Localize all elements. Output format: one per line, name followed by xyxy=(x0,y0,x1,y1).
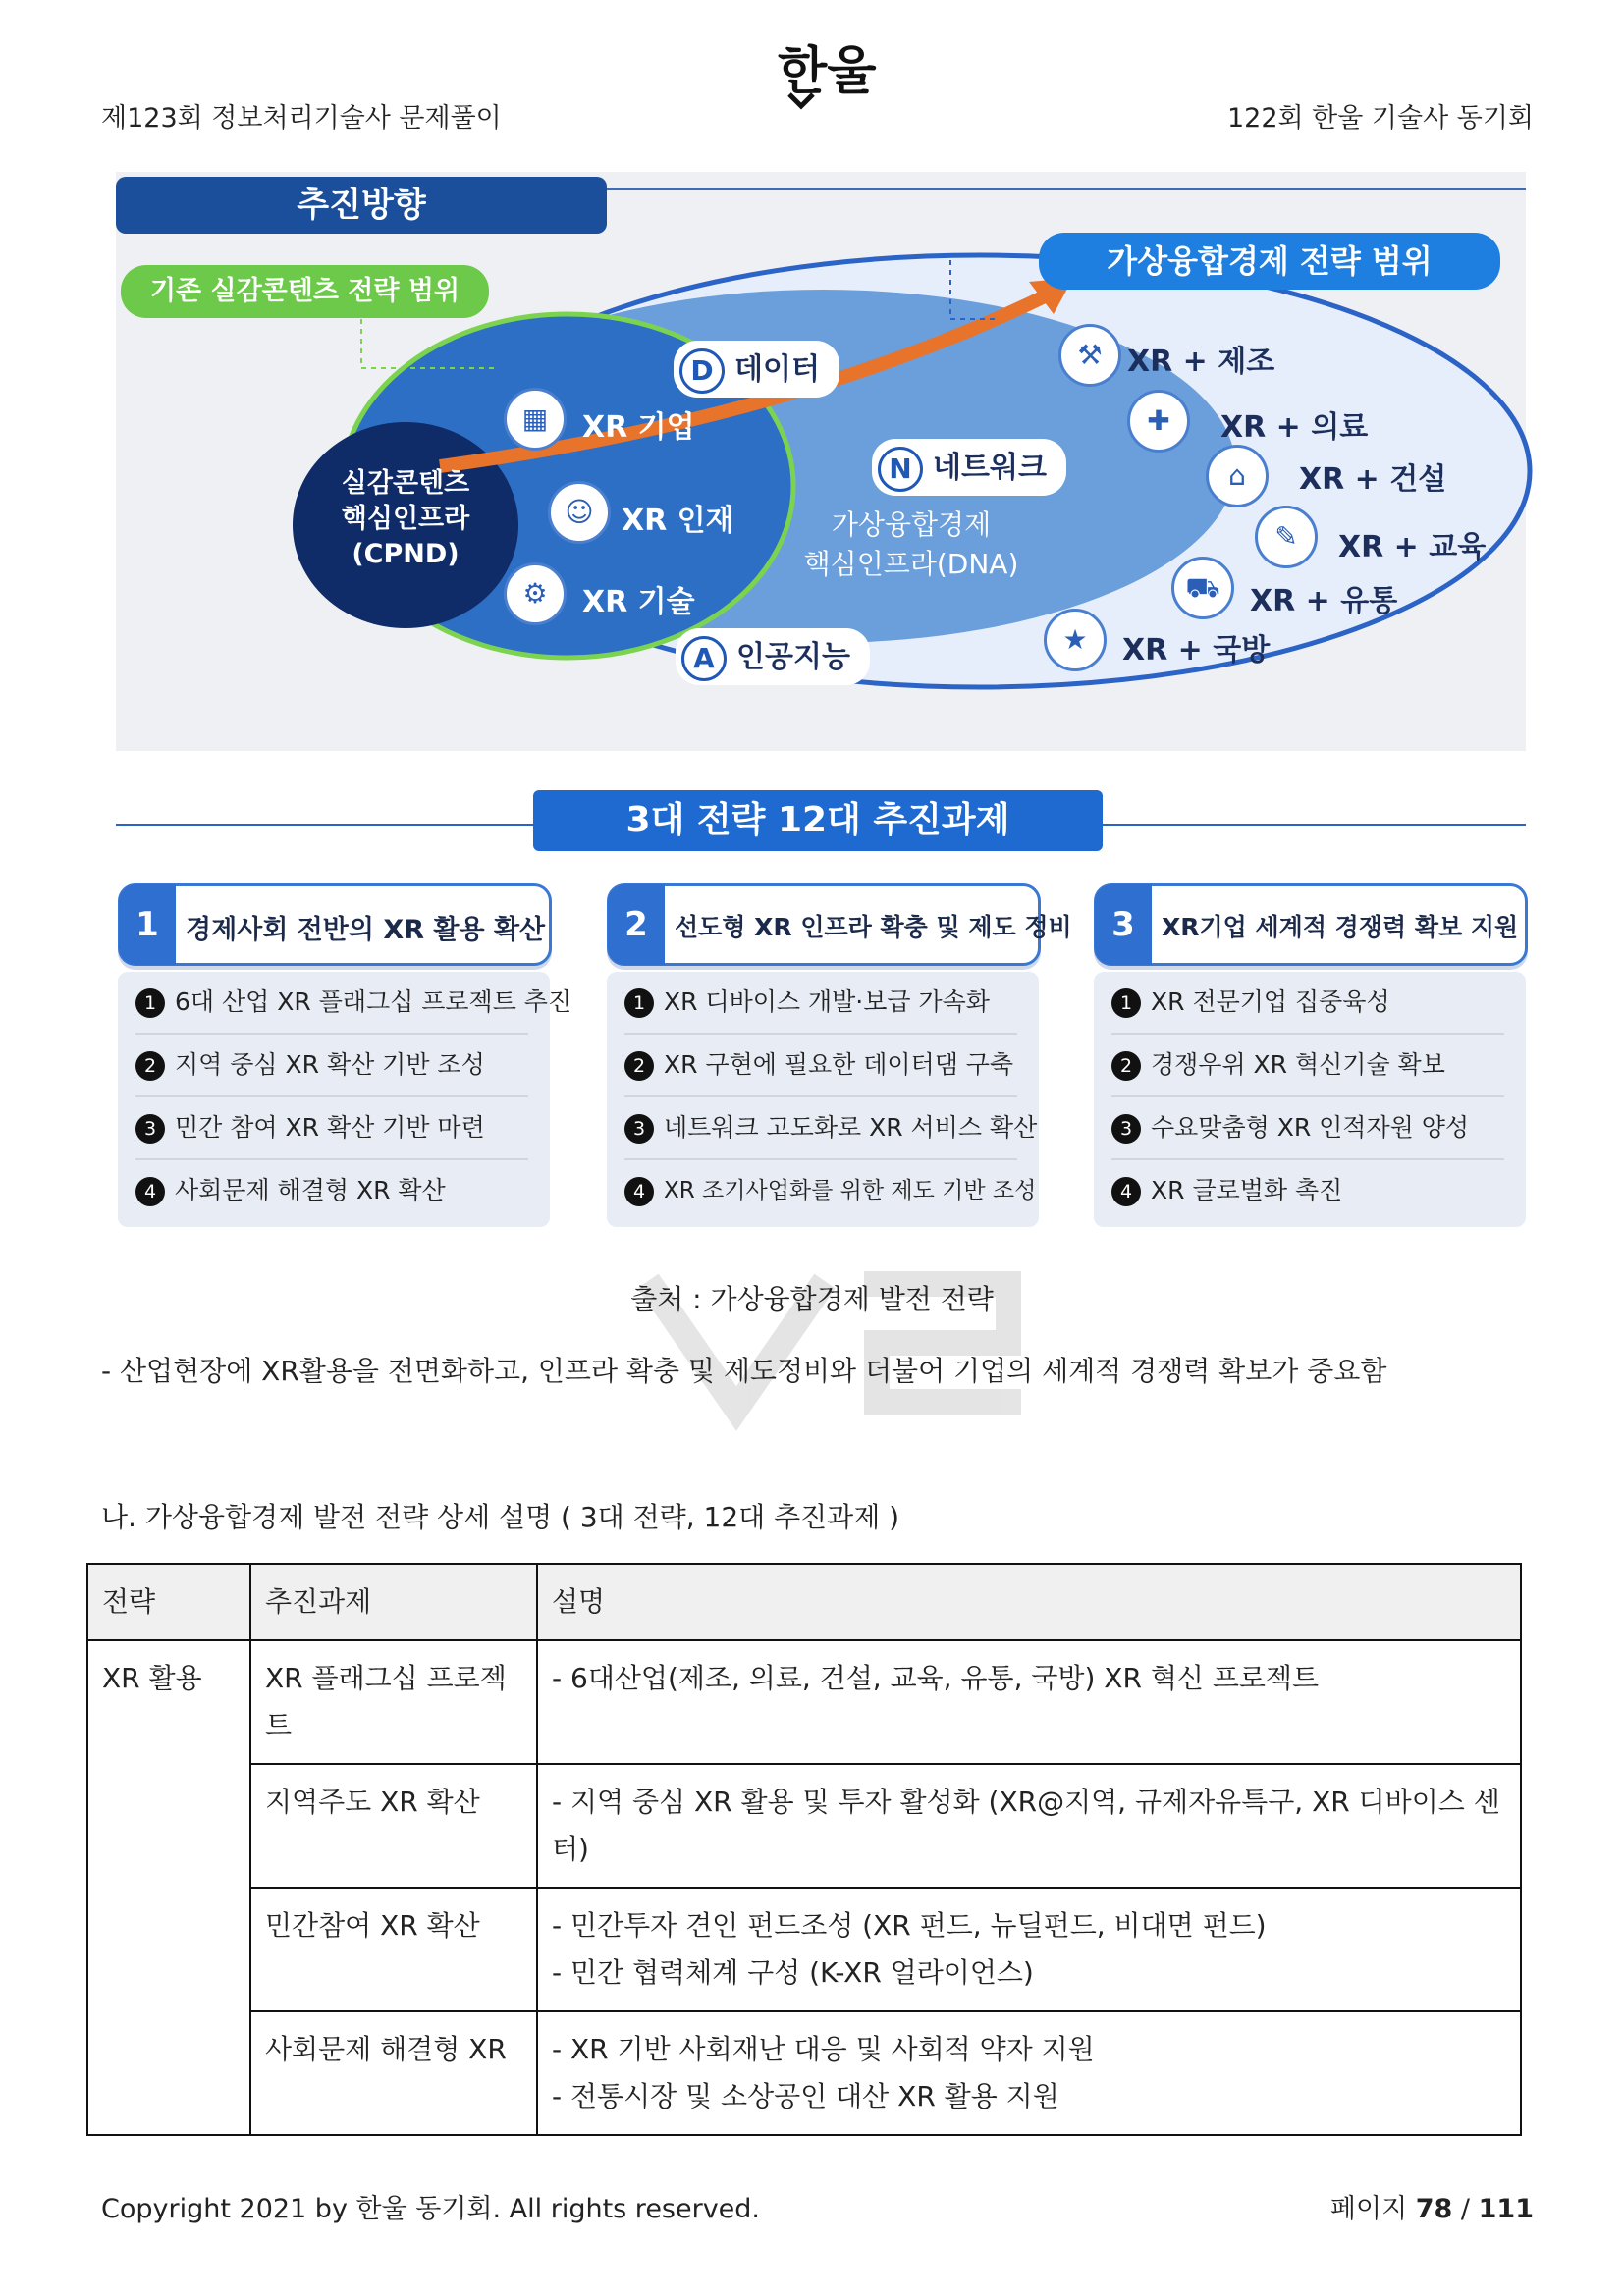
dna-data-label xyxy=(674,341,839,398)
new-scope-pill: 가상융합경제 전략 범위 xyxy=(1039,233,1500,290)
item-text: 6대 산업 XR 플래그십 프로젝트 추진 xyxy=(175,988,572,1016)
item-text: 사회문제 해결형 XR 확산 xyxy=(175,1176,446,1204)
list-item xyxy=(135,1160,528,1221)
item-number: 4 xyxy=(624,1177,654,1206)
hanul-logo xyxy=(770,27,877,126)
description-line: - 민간투자 견인 펀드조성 (XR 펀드, 뉴딜펀드, 비대면 펀드) xyxy=(552,1909,1267,1942)
xr-talent-label: XR 인재 xyxy=(622,504,734,538)
xr-education: XR + 교육 xyxy=(1338,530,1487,564)
construction-icon: ⌂ xyxy=(1206,445,1269,507)
item-text: 수요맞춤형 XR 인적자원 양성 xyxy=(1151,1113,1469,1142)
defense-icon: ★ xyxy=(1044,609,1107,671)
item-number: 3 xyxy=(624,1114,654,1144)
list-item xyxy=(135,1035,528,1097)
description-line: - 6대산업(제조, 의료, 건설, 교육, 유통, 국방) XR 혁신 프로젝트 xyxy=(552,1662,1320,1694)
description-cell xyxy=(537,2011,1521,2135)
list-item xyxy=(1111,972,1504,1035)
item-number: 2 xyxy=(135,1051,165,1081)
table-row xyxy=(87,1640,1521,1764)
item-text: 민간 참여 XR 확산 기반 마련 xyxy=(175,1113,485,1142)
cpnd-line-2: 핵심인프라 xyxy=(341,504,470,534)
section-heading: 나. 가상융합경제 발전 전략 상세 설명 ( 3대 전략, 12대 추진과제 ) xyxy=(101,1501,900,1533)
xr-talent-icon: ☺ xyxy=(548,481,611,544)
strategy-column-3 xyxy=(1094,883,1526,1227)
header-strategy: 전략 xyxy=(87,1564,250,1640)
item-text: XR 구현에 필요한 데이터댐 구축 xyxy=(664,1050,1014,1079)
xr-company-icon: ▦ xyxy=(504,388,567,451)
header-left: 제123회 정보처리기술사 문제풀이 xyxy=(101,103,502,133)
watermark-logo xyxy=(628,1242,1041,1438)
strategy-tasks-figure xyxy=(116,785,1526,1237)
item-text: XR 디바이스 개발·보급 가속화 xyxy=(664,988,990,1016)
page-separator: / xyxy=(1460,2194,1471,2224)
dna-title-line-1: 가상융합경제 xyxy=(831,508,992,541)
xr-tech-label: XR 기술 xyxy=(582,585,695,619)
description-cell xyxy=(537,1888,1521,2011)
xr-company-label: XR 기업 xyxy=(582,410,695,445)
item-number: 2 xyxy=(1111,1051,1141,1081)
xr-manufacturing: XR + 제조 xyxy=(1127,345,1275,379)
list-item xyxy=(135,1097,528,1160)
column-2-items xyxy=(607,972,1039,1227)
strategy-column-1 xyxy=(118,883,572,1227)
section-title-pill: 추진방향 xyxy=(116,177,607,234)
column-3-items xyxy=(1094,972,1526,1227)
xr-tech-icon: ⚙ xyxy=(504,562,567,625)
task-cell: XR 플래그십 프로젝트 xyxy=(250,1640,537,1764)
medical-icon: ✚ xyxy=(1127,390,1190,453)
xr-distribution: XR + 유통 xyxy=(1250,584,1398,618)
item-number: 4 xyxy=(1111,1177,1141,1206)
item-text: XR 조기사업화를 위한 제도 기반 조성 xyxy=(664,1178,1037,1203)
a-badge: A xyxy=(681,636,727,681)
d-badge: D xyxy=(679,348,725,394)
item-number: 1 xyxy=(624,988,654,1018)
list-item xyxy=(624,1097,1038,1160)
item-number: 3 xyxy=(135,1114,165,1144)
xr-construction: XR + 건설 xyxy=(1299,462,1447,497)
strategy-column-2 xyxy=(607,883,1072,1227)
dna-network-label xyxy=(872,439,1066,496)
dna-title-line-2: 핵심인프라(DNA) xyxy=(803,548,1019,580)
list-item xyxy=(624,1035,1017,1097)
strategy-detail-table xyxy=(86,1563,1522,2136)
task-cell: 사회문제 해결형 XR xyxy=(250,2011,537,2135)
dna-title xyxy=(793,506,1029,584)
column-2-number: 2 xyxy=(608,884,665,965)
description-line: - 지역 중심 XR 활용 및 투자 활성화 (XR@지역, 규제자유특구, XR 디바이스 센터) xyxy=(552,1786,1500,1865)
table-row xyxy=(87,2011,1521,2135)
page-total: 111 xyxy=(1478,2194,1534,2224)
description-cell xyxy=(537,1640,1521,1764)
education-icon: ✎ xyxy=(1255,506,1318,568)
item-number: 3 xyxy=(1111,1114,1141,1144)
task-cell: 지역주도 XR 확산 xyxy=(250,1764,537,1888)
column-1-title: 경제사회 전반의 XR 활용 확산 xyxy=(186,915,546,945)
dna-ai-label xyxy=(676,628,870,685)
footer-page-indicator xyxy=(1330,2187,1534,2225)
strategy-banner: 3대 전략 12대 추진과제 xyxy=(533,790,1103,851)
header-task: 추진과제 xyxy=(250,1564,537,1640)
table-header-row xyxy=(87,1564,1521,1640)
item-text: 네트워크 고도화로 XR 서비스 확산 xyxy=(664,1113,1038,1142)
manufacturing-icon: ⚒ xyxy=(1058,324,1121,387)
strategy-direction-figure xyxy=(116,172,1526,751)
dna-data-text: 데이터 xyxy=(734,352,820,387)
description-cell xyxy=(537,1764,1521,1888)
task-cell: 민간참여 XR 확산 xyxy=(250,1888,537,2011)
description-line: - 전통시장 및 소상공인 대산 XR 활용 지원 xyxy=(552,2080,1059,2112)
list-item xyxy=(624,1160,1037,1221)
description-line: - 민간 협력체계 구성 (K-XR 얼라이언스) xyxy=(552,1956,1034,1989)
item-number: 1 xyxy=(135,988,165,1018)
column-3-title: XR기업 세계적 경쟁력 확보 지원 xyxy=(1162,913,1519,941)
column-1-number: 1 xyxy=(119,884,176,965)
footer-copyright: Copyright 2021 by 한울 동기회. All rights reserved. xyxy=(101,2194,761,2224)
item-text: XR 전문기업 집중육성 xyxy=(1151,988,1390,1016)
item-number: 1 xyxy=(1111,988,1141,1018)
item-text: XR 글로벌화 촉진 xyxy=(1151,1176,1343,1204)
column-3-head xyxy=(1094,883,1528,966)
dna-ai-text: 인공지능 xyxy=(736,640,850,674)
cpnd-line-3: (CPND) xyxy=(352,539,460,569)
list-item xyxy=(135,972,572,1035)
existing-scope-pill: 기존 실감콘텐츠 전략 범위 xyxy=(121,265,489,318)
xr-defense: XR + 국방 xyxy=(1122,633,1271,667)
column-2-title: 선도형 XR 인프라 확충 및 제도 정비 xyxy=(675,913,1072,941)
column-2-head xyxy=(607,883,1072,966)
description-line: - XR 기반 사회재난 대응 및 사회적 약자 지원 xyxy=(552,2033,1095,2065)
page-number: 78 xyxy=(1415,2194,1453,2224)
figure-caption: 출처 : 가상융합경제 발전 전략 xyxy=(630,1283,994,1315)
distribution-icon: ⛟ xyxy=(1171,557,1234,619)
list-item xyxy=(1111,1035,1504,1097)
column-1-head xyxy=(118,883,552,966)
header-right: 122회 한울 기술사 동기회 xyxy=(1226,103,1534,133)
table-row xyxy=(87,1888,1521,2011)
item-number: 2 xyxy=(624,1051,654,1081)
xr-medical: XR + 의료 xyxy=(1220,410,1369,445)
item-text: 경쟁우위 XR 혁신기술 확보 xyxy=(1151,1050,1445,1079)
item-text: 지역 중심 XR 확산 기반 조성 xyxy=(175,1050,485,1079)
header-description: 설명 xyxy=(537,1564,1521,1640)
strategy-cell: XR 활용 xyxy=(87,1640,250,2135)
summary-paragraph: - 산업현장에 XR활용을 전면화하고, 인프라 확충 및 제도정비와 더불어 기업의 세계적 경쟁력 확보가 중요함 xyxy=(101,1355,1387,1387)
n-badge: N xyxy=(878,447,923,492)
list-item xyxy=(1111,1160,1504,1221)
item-number: 4 xyxy=(135,1177,165,1206)
svg-text:한울: 한울 xyxy=(778,42,877,101)
page-label: 페이지 xyxy=(1329,2194,1408,2224)
list-item xyxy=(1111,1097,1504,1160)
table-row xyxy=(87,1764,1521,1888)
list-item xyxy=(624,972,1017,1035)
cpnd-label xyxy=(337,466,474,572)
column-1-items xyxy=(118,972,572,1227)
cpnd-line-1: 실감콘텐츠 xyxy=(341,468,470,499)
column-3-number: 3 xyxy=(1095,884,1152,965)
dna-network-text: 네트워크 xyxy=(933,451,1047,485)
